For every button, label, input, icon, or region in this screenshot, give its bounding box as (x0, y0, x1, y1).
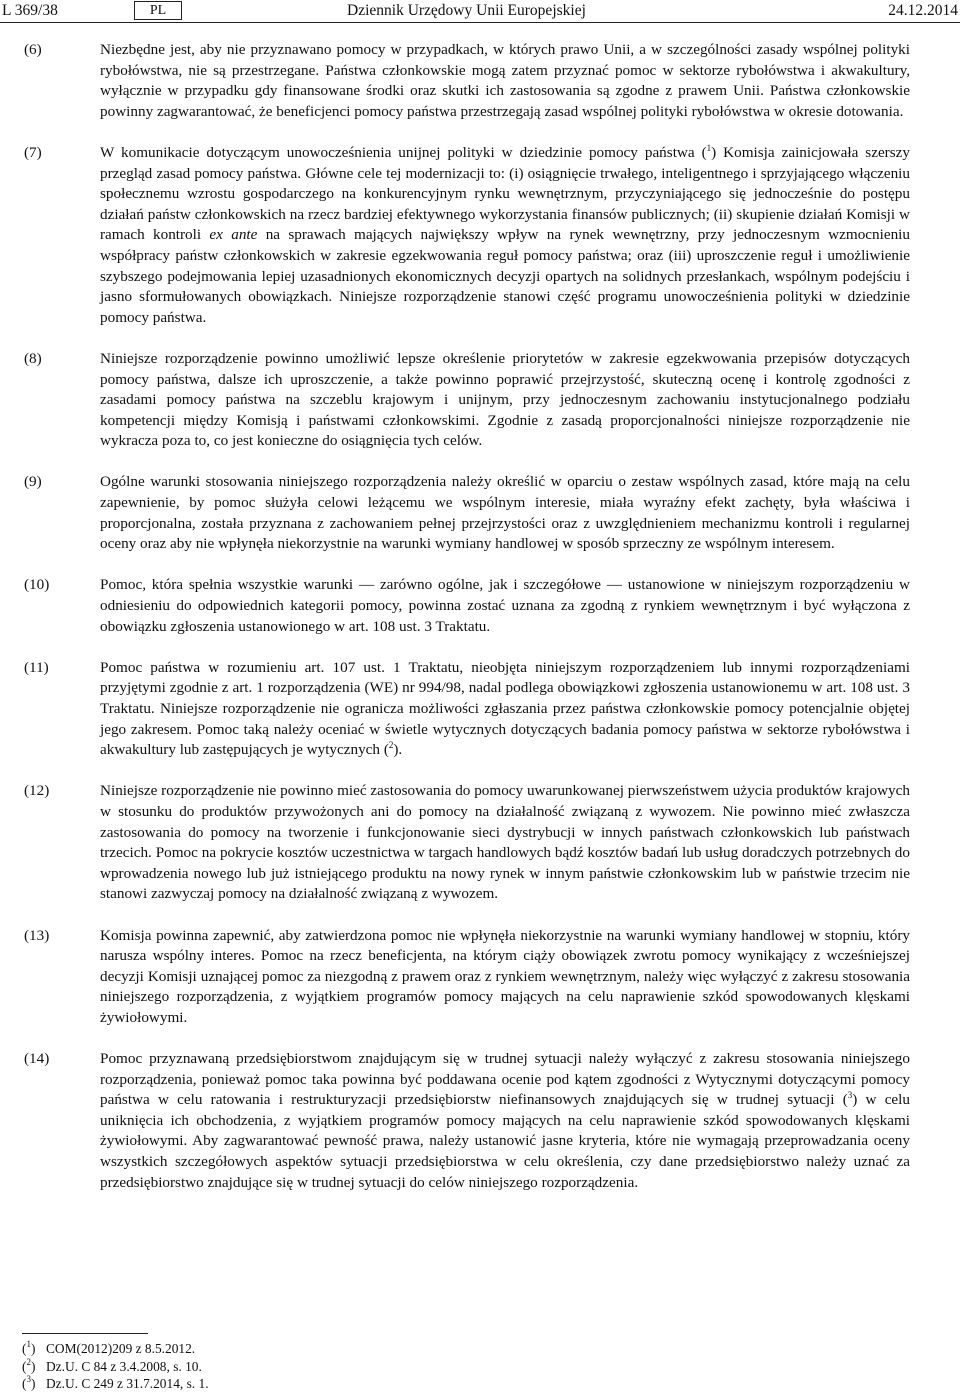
recital-12 (0, 781, 960, 905)
footnote-marker: ($^2$) (22, 1356, 36, 1374)
recital-number: (10) (24, 576, 50, 594)
recital-number: (11) (24, 658, 49, 676)
header-divider (0, 22, 960, 23)
recital-text-part: ). (393, 741, 403, 759)
recital-text-part: W komunikacie dotyczącym unowocześnienia unijnej polityki w dziedzinie pomocy państwa ( (100, 143, 707, 161)
footnote-text: Dz.U. C 84 z 3.4.2008, s. 10. (46, 1358, 202, 1374)
recital-text: Niezbędne jest, aby nie przyznawano pomocy w przypadkach, w których prawo Unii, a w szczególności zasady wspólnej polityki rybołówstwa, nie są przestrzegane. Państwa członkowskie mogą zatem przyznać pomoc w sektorze rybołówstwa i akwakultury, wyłącznie w przypadku gdy finansowane środki oraz skutki ich zastosowania są zgodne z prawem Unii. Państwa członkowskie powinny zagwarantować, że beneficjenci pomocy państwa przestrzegają zasad wspólnej polityki rybołówstwa w okresie dotowania. (100, 41, 910, 120)
recital-number: (6) (24, 41, 42, 58)
page-reference: L 369/38 (2, 2, 58, 19)
recital-11 (0, 658, 960, 761)
recital-text: Pomoc, która spełnia wszystkie warunki — zarówno ogólne, jak i szczegółowe — ustanowione w niniejszym rozporządzeniu w odniesieniu do odpowiednich kategorii pomocy, powinna zostać uznana za zgodną z rynkiem wewnętrznym i być wyłączona z obowiązku zgłoszenia ustanowionego w art. 108 ust. 3 Traktatu. (100, 576, 910, 635)
footnote-reference-2[interactable]: 2 (388, 740, 394, 751)
footnote-marker: ($^1$) (22, 1339, 36, 1356)
recital-text-part: ) w celu uniknięcia ich obchodzenia, z wyjątkiem programów pomocy mających na celu naprawienie szkód spowodowanych klęskami żywiołowymi. Aby zagwarantować pewność prawa, należy ustanowić jasne kryteria, które nie wymagają przeprowadzania oceny wszystkich szczegółowych aspektów sytuacji przedsiębiorstwa w celu określenia, czy dane przedsiębiorstwo należy uznać za przedsiębiorstwo znajdujące się w trudnej sytuacji do celów niniejszego rozporządzenia. (100, 1091, 910, 1191)
recital-10 (0, 575, 960, 637)
italic-term: ex ante (209, 226, 258, 244)
recital-number: (7) (24, 143, 42, 161)
footnote-divider (22, 1333, 148, 1334)
footnote-text: COM(2012)209 z 8.5.2012. (46, 1341, 196, 1356)
recital-text-part: Pomoc państwa w rozumieniu art. 107 ust. 1 Traktatu, nieobjęta niniejszym rozporządzeniem lub innymi rozporządzeniami przyjętymi zgodnie z art. 1 rozporządzenia (WE) nr 994/98, nadal podlega obowiązkowi zgłoszenia ustanowionemu w art. 108 ust. 3 Traktatu. Niniejsze rozporządzenie nie ogranicza możliwości zgłaszania przez państwa członkowskie pomocy potencjalnie objętej jego zakresem. Pomoc taką należy oceniać w świetle wytycznych dotyczących badania pomocy państwa w sektorze rybołówstwa i akwakultury lub zastępujących je wytycznych ( (100, 658, 910, 759)
recital-text: Niniejsze rozporządzenie nie powinno mieć zastosowania do pomocy uwarunkowanej pierwszeństwem użycia produktów krajowych w stosunku do produktów przywożonych ani do pomocy na działalność związaną z wywozem. Nie powinno mieć zwłaszcza zastosowania do pomocy na tworzenie i funkcjonowanie sieci dystrybucji w innych państwach członkowskich lub państwach trzecich. Pomoc na pokrycie kosztów uczestnictwa w targach handlowych bądź kosztów badań lub usług doradczych potrzebnych do wprowadzenia nowego lub już istniejącego produktu na nowy rynek w innym państwie członkowskim lub w państwie trzecim nie stanowi zazwyczaj pomocy na działalność związaną z wywozem. (100, 782, 910, 903)
publication-date: 24.12.2014 (888, 2, 958, 19)
page-header (0, 0, 960, 24)
recital-text: Ogólne warunki stosowania niniejszego rozporządzenia należy określić w oparciu o zestaw wspólnych zasad, które mają na celu zapewnienie, by pomoc służyła celowi leżącemu we wspólnym interesie, miała wyraźny efekt zachęty, była właściwa i proporcjonalna, została przyznana z zachowaniem pełnej przejrzystości oraz z uwzględnieniem mechanizmu kontroli i regularnej oceny oraz aby nie wpłynęła niekorzystnie na warunki wymiany handlowej w sposób sprzeczny ze wspólnym interesem. (100, 473, 910, 553)
recital-text-part: na sprawach mających największy wpływ na rynek wewnętrzny, przy jednoczesnym wzmocnieniu współpracy państw członkowskich w zakresie egzekwowania reguł pomocy państwa; oraz (iii) uproszczenie reguł i umożliwienie szybszego podejmowania lepiej uzasadnionych ekonomicznych decyzji opartych na solidnych przesłankach, wspólnym podejściu i jasno sformułowanych obowiązkach. Niniejsze rozporządzenie stanowi część programu unowocześnienia polityki w dziedzinie pomocy państwa. (100, 226, 910, 326)
recital-number: (12) (24, 782, 50, 800)
footnote-marker: ($^3$) (22, 1374, 36, 1391)
recital-7 (0, 143, 960, 328)
recital-text (100, 658, 910, 761)
language-badge: PL (134, 1, 182, 20)
recital-14 (0, 1049, 960, 1193)
recital-text: Komisja powinna zapewnić, aby zatwierdzona pomoc nie wpłynęła niekorzystnie na warunki wymiany handlowej w stopniu, który narusza wspólny interes. Pomoc na rzecz beneficjenta, na którym ciąży obowiązek zwrotu pomocy wynikający z wcześniejszej decyzji Komisji uznającej pomoc za niezgodną z prawem oraz z rynkiem wewnętrznym, należy więc wyłączyć z zakresu stosowania niniejszego rozporządzenia, z wyjątkiem programów pomocy mających na celu naprawienie szkód spowodowanych klęskami żywiołowymi. (100, 926, 910, 1026)
recital-text (100, 1049, 910, 1193)
recital-9 (0, 472, 960, 554)
recital-text: Niniejsze rozporządzenie powinno umożliwić lepsze określenie priorytetów w zakresie egzekwowania przepisów dotyczących pomocy państwa, dalsze ich uproszczenie, a także powinno poprawić przejrzystość, skuteczną ocenę i kontrolę zgodności z zasadami pomocy państwa na szczeblu krajowym i unijnym, przy jednoczesnym zachowaniu instytucjonalnego podziału kompetencji między Komisją i państwami członkowskimi. Zgodnie z zasadą proporcjonalności niniejsze rozporządzenie nie wykracza poza to, co jest konieczne do osiągnięcia tych celów. (100, 349, 910, 450)
recital-text (100, 143, 910, 328)
recital-8 (0, 349, 960, 452)
recital-6 (0, 40, 960, 122)
recital-number: (13) (24, 926, 50, 944)
recital-number: (8) (24, 349, 42, 367)
footnote-text: Dz.U. C 249 z 31.7.2014, s. 1. (46, 1376, 209, 1391)
footnote-reference-3[interactable]: 3 (847, 1090, 853, 1101)
recital-text-part: ) Komisja zainicjowała szerszy przegląd zasad pomocy państwa. Główne cele tej modernizacji to: (i) osiągnięcie trwałego, inteligentnego i sprzyjającego włączeniu społecznemu wzrostu gospodarczego na konkurencyjnym rynku wewnętrznym, przyczyniającego się jednocześnie do postępu działań państw członkowskich na rzecz bardziej efektywnego wykorzystania finansów publicznych; (ii) skupienie działań Komisji w ramach kontroli (100, 143, 910, 244)
recital-text-part: Pomoc przyznawaną przedsiębiorstwom znajdującym się w trudnej sytuacji należy wyłączyć z zakresu stosowania niniejszego rozporządzenia, ponieważ pomoc taka powinna być poddawana ocenie pod kątem zgodności z Wytycznymi dotyczącymi pomocy państwa w celu ratowania i restrukturyzacji przedsiębiorstw niefinansowych znajdujących się w trudnej sytuacji ( (100, 1050, 910, 1109)
recital-number: (9) (24, 473, 42, 491)
recital-13 (0, 926, 960, 1029)
recital-number: (14) (24, 1050, 50, 1068)
journal-title: Dziennik Urzędowy Unii Europejskiej (347, 2, 586, 19)
footnote-reference-1[interactable]: 1 (706, 142, 712, 153)
recitals-list (0, 40, 960, 1214)
